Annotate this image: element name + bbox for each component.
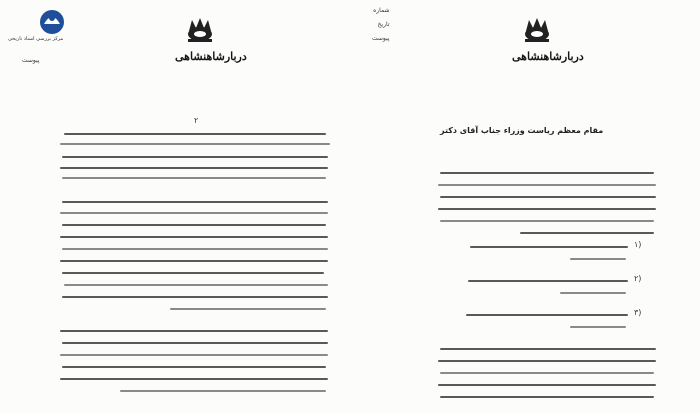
text-line — [438, 384, 656, 386]
text-line — [438, 208, 656, 210]
text-line — [570, 326, 626, 328]
text-line — [470, 246, 628, 248]
text-line — [60, 236, 328, 238]
text-line — [62, 156, 328, 158]
text-line — [570, 258, 626, 260]
page-number: ۲ — [194, 116, 199, 125]
text-line — [64, 284, 328, 286]
item-number: ۳) — [634, 308, 642, 317]
text-line — [466, 314, 628, 316]
text-line — [64, 133, 326, 135]
text-line — [560, 292, 626, 294]
text-line — [60, 143, 330, 145]
text-line — [60, 212, 328, 214]
text-line — [62, 177, 326, 179]
imperial-crown-icon — [520, 16, 554, 44]
watermark-text: مرکز بررسی اسناد تاریخی — [8, 36, 64, 42]
text-line — [440, 396, 654, 398]
text-line — [60, 354, 328, 356]
text-line — [60, 167, 328, 169]
text-line — [62, 248, 328, 250]
text-line — [120, 390, 326, 392]
text-line — [62, 224, 326, 226]
meta-label: تاریخ — [377, 21, 390, 28]
text-line — [440, 172, 654, 174]
organization-name: دربارشاهنشاهی — [512, 50, 584, 63]
imperial-crown-icon — [183, 16, 217, 44]
text-line — [60, 260, 328, 262]
organization-name: دربارشاهنشاهی — [175, 50, 247, 63]
text-line — [62, 342, 328, 344]
text-line — [520, 232, 654, 234]
letter-heading: مقام معظم ریاست وزراء جناب آقای دکتر — [440, 126, 604, 135]
text-line — [440, 348, 656, 350]
text-line — [438, 184, 656, 186]
text-line — [468, 280, 628, 282]
text-line — [62, 296, 328, 298]
text-line — [62, 366, 326, 368]
meta-block — [372, 4, 390, 46]
text-line — [170, 308, 326, 310]
document-page-right — [350, 0, 700, 413]
text-line — [438, 360, 656, 362]
text-line — [440, 372, 654, 374]
text-line — [62, 201, 328, 203]
text-line — [62, 272, 324, 274]
meta-label: پیوست — [372, 35, 390, 42]
item-number: ۲) — [634, 274, 642, 283]
item-number: ۱) — [634, 240, 642, 249]
text-line — [60, 330, 328, 332]
text-line — [440, 220, 654, 222]
text-line — [60, 378, 328, 380]
text-line — [440, 196, 656, 198]
meta-label: شماره — [373, 7, 390, 14]
meta-label: پیوست — [22, 57, 40, 64]
